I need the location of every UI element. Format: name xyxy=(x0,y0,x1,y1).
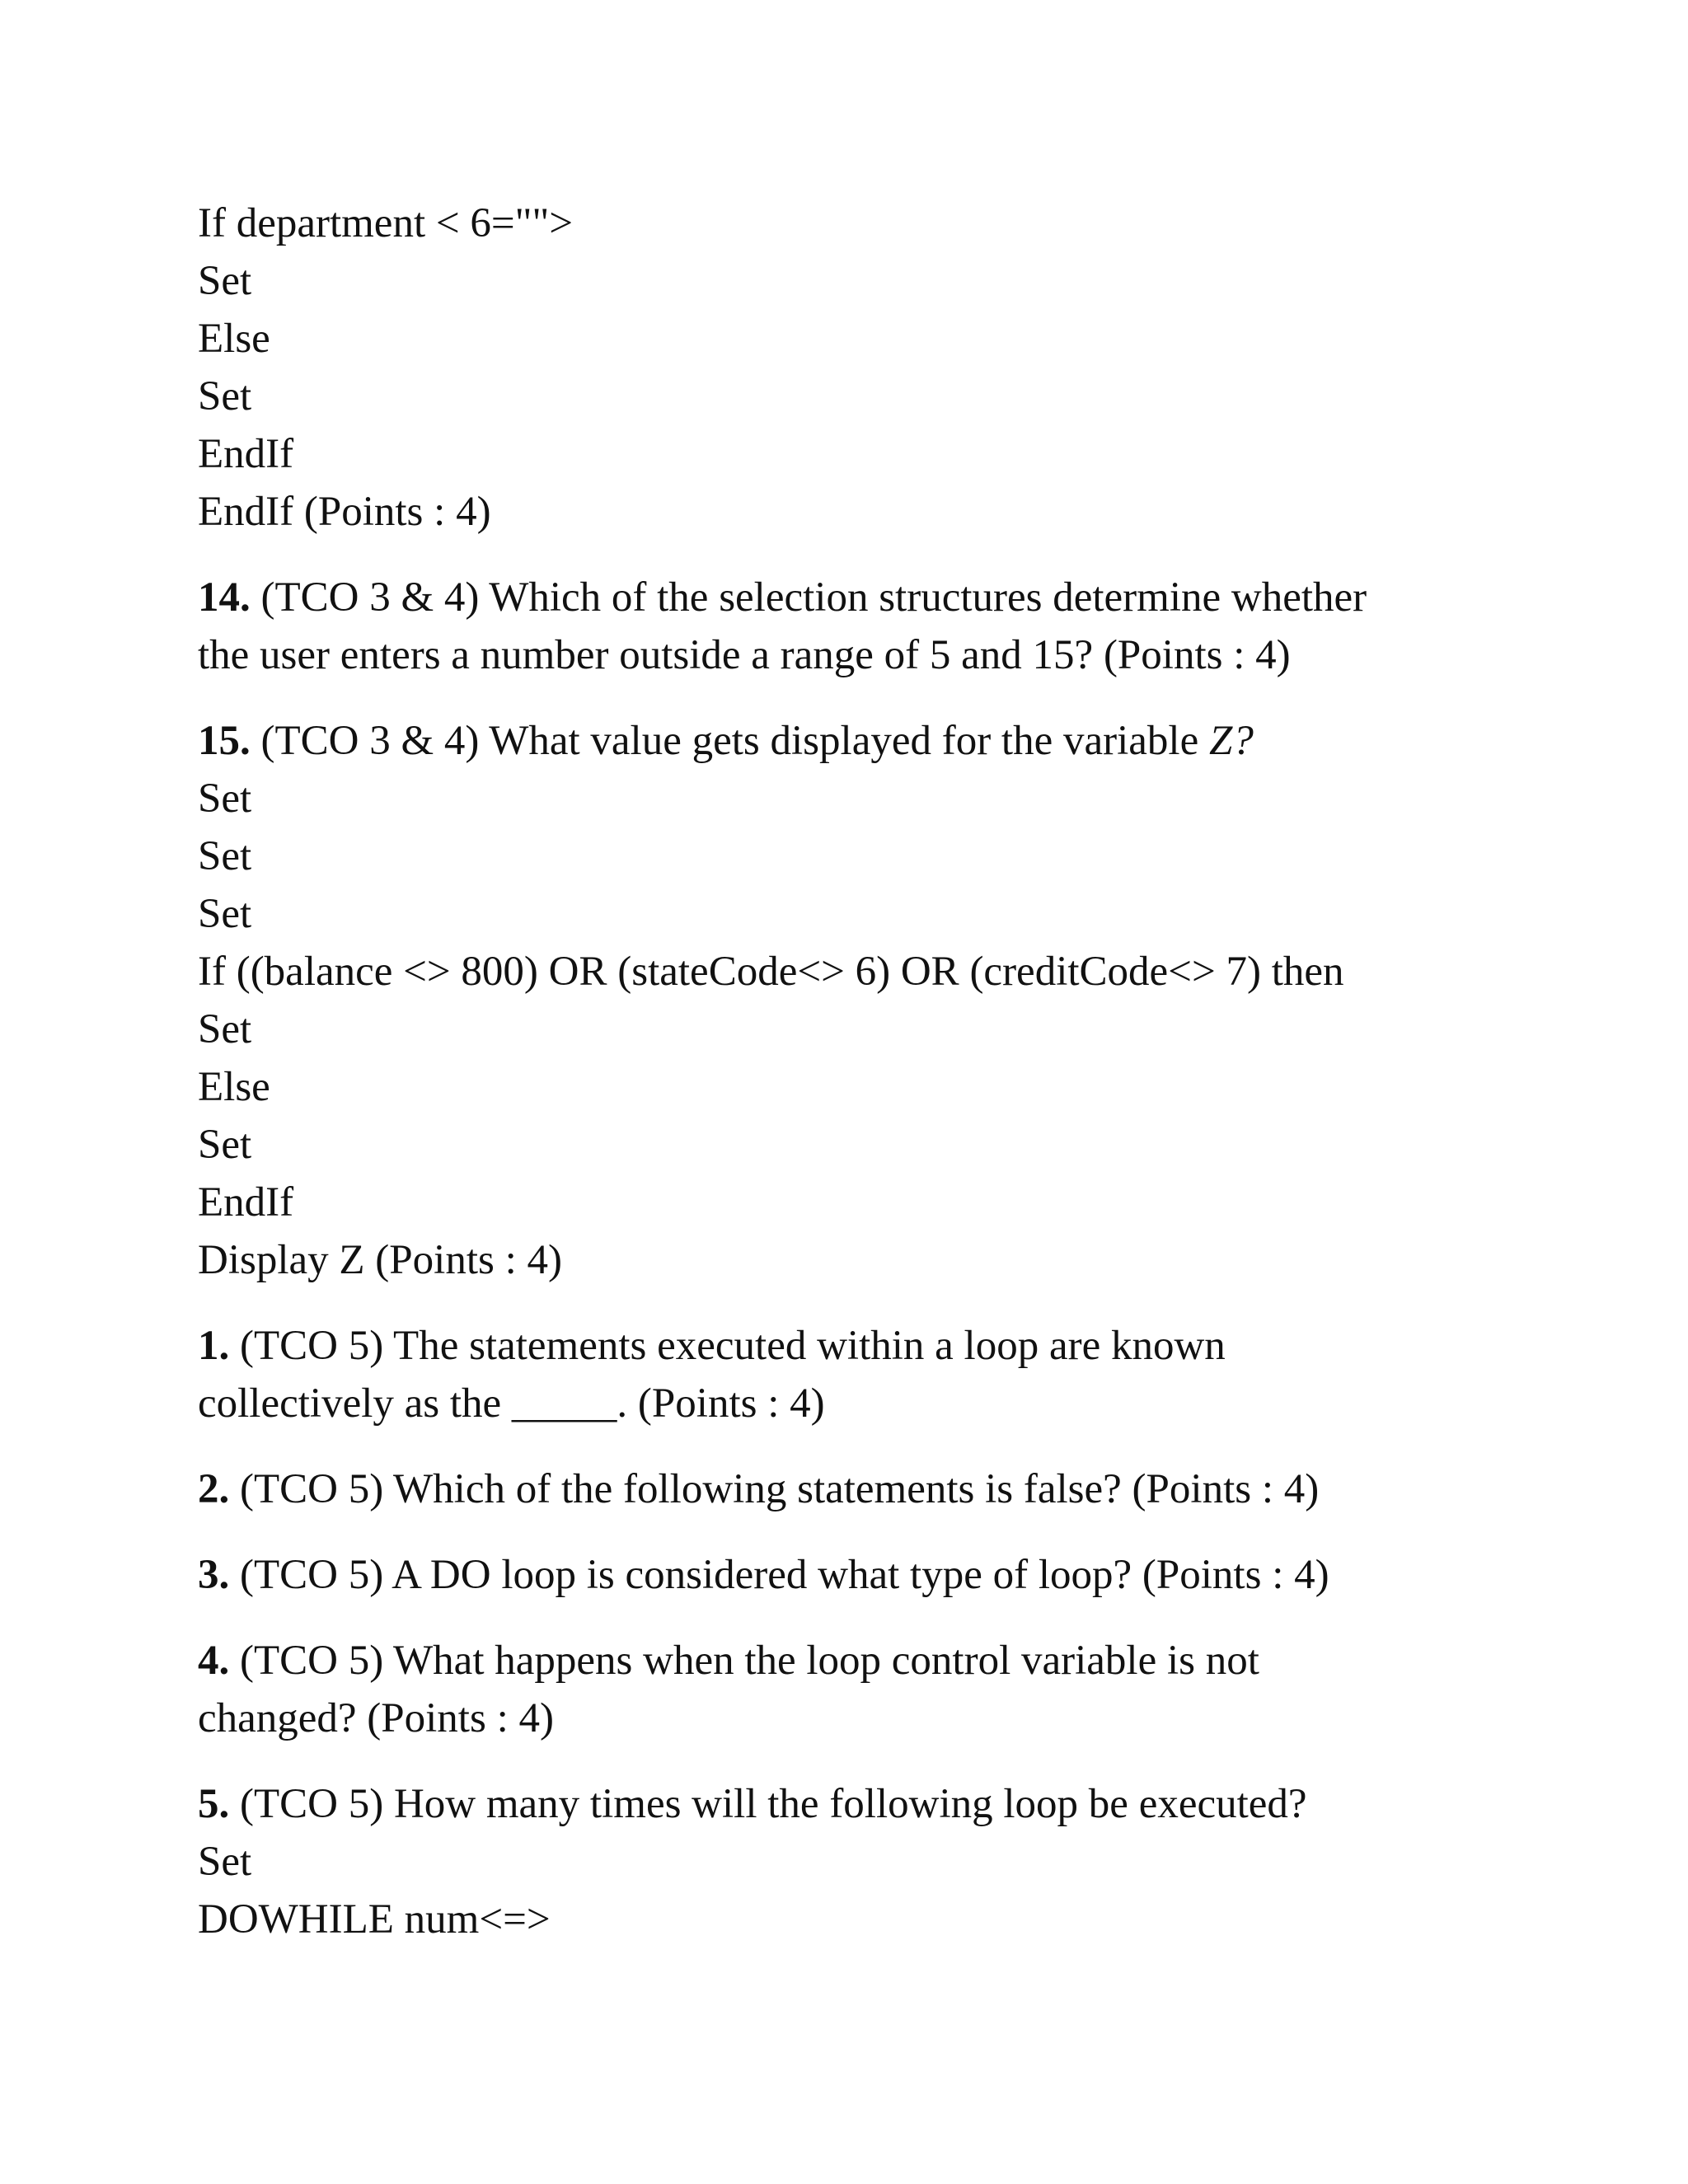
question-2 xyxy=(198,1460,1517,1518)
question-number: 2. xyxy=(198,1466,230,1512)
question-4 xyxy=(198,1632,1517,1747)
question-5-line-1 xyxy=(198,1775,1517,1833)
question-1-line-2: collectively as the _____. (Points : 4) xyxy=(198,1380,825,1427)
question-3 xyxy=(198,1546,1517,1604)
code-line: Set xyxy=(198,1006,252,1052)
question-text: (TCO 5) How many times will the following loop be executed? xyxy=(229,1781,1307,1827)
code-line: Set xyxy=(198,258,252,304)
code-line: Display Z (Points : 4) xyxy=(198,1237,562,1283)
question-14-line-2: the user enters a number outside a range of 5 and 15? (Points : 4) xyxy=(198,632,1291,678)
question-14 xyxy=(198,569,1517,684)
code-line: Set xyxy=(198,1839,252,1885)
question-number: 1. xyxy=(198,1323,230,1369)
code-line: Set xyxy=(198,373,252,419)
document-page xyxy=(198,194,1517,1948)
variable-name: Z? xyxy=(1208,718,1254,764)
question-3-line xyxy=(198,1546,1517,1604)
code-line: Set xyxy=(198,776,252,822)
question-4-line-1 xyxy=(198,1632,1517,1690)
question-number: 5. xyxy=(198,1781,230,1827)
question-14-line-1 xyxy=(198,569,1517,626)
code-line: Set xyxy=(198,833,252,879)
code-line: If ((balance <> 800) OR (stateCode<> 6) OR (creditCode<> 7) then xyxy=(198,949,1344,995)
code-line: DOWHILE num<=> xyxy=(198,1896,551,1943)
question-text: (TCO 3 & 4) Which of the selection structures determine whether xyxy=(250,574,1367,621)
question-5 xyxy=(198,1775,1517,1948)
question-text: (TCO 3 & 4) What value gets displayed for the variable xyxy=(250,718,1209,764)
code-line: If department < 6=""> xyxy=(198,200,574,246)
question-text: (TCO 5) What happens when the loop control variable is not xyxy=(229,1638,1259,1684)
question-15-prompt xyxy=(198,712,1517,770)
code-line: EndIf (Points : 4) xyxy=(198,489,491,535)
code-line: Set xyxy=(198,891,252,937)
question-1 xyxy=(198,1317,1517,1432)
question-2-line xyxy=(198,1460,1517,1518)
code-line: Else xyxy=(198,1064,270,1110)
question-number: 4. xyxy=(198,1638,230,1684)
code-line: EndIf xyxy=(198,431,294,477)
question-number: 15. xyxy=(198,718,251,764)
question-text: (TCO 5) The statements executed within a loop are known xyxy=(229,1323,1226,1369)
question-15 xyxy=(198,712,1517,1289)
question-number: 3. xyxy=(198,1552,230,1598)
question-text: (TCO 5) Which of the following statements is false? (Points : 4) xyxy=(229,1466,1320,1512)
question-number: 14. xyxy=(198,574,251,621)
question-1-line-1 xyxy=(198,1317,1517,1375)
question-4-line-2: changed? (Points : 4) xyxy=(198,1695,554,1741)
code-line: Set xyxy=(198,1122,252,1168)
code-line: EndIf xyxy=(198,1179,294,1226)
code-line: Else xyxy=(198,316,270,362)
question-13-tail xyxy=(198,194,1517,541)
question-text: (TCO 5) A DO loop is considered what type of loop? (Points : 4) xyxy=(229,1552,1329,1598)
